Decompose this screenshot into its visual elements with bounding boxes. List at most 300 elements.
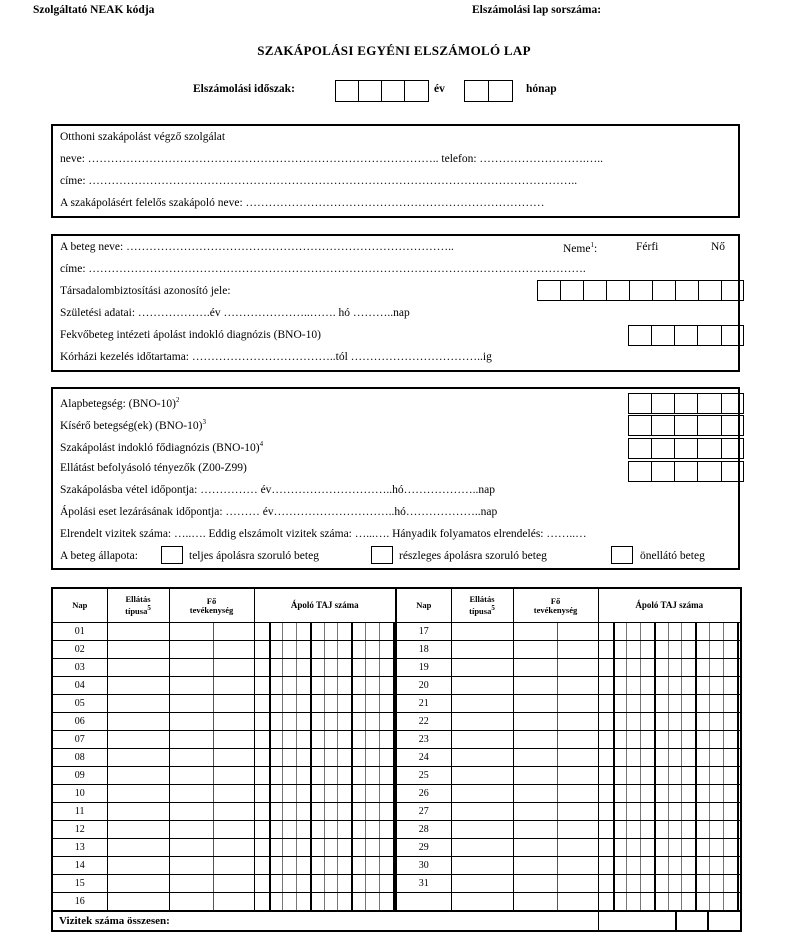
care-type-cell-right[interactable] [451,839,513,857]
main-activity-cell-right[interactable] [513,821,598,839]
activity-divider [557,641,558,658]
taj-digit-divider [310,623,312,640]
taj-digit-divider [613,893,615,910]
table-row [52,623,741,641]
day-number-right: 24 [396,749,451,767]
taj-digit-divider [626,893,627,910]
nurse-taj-cell-right[interactable] [598,857,741,875]
main-activity-cell[interactable] [169,857,254,875]
main-activity-cell[interactable] [169,713,254,731]
care-type-cell[interactable] [107,767,169,785]
taj-digit-divider [695,695,697,712]
col-care-type-right-footnote: 5 [491,604,495,613]
taj-digit-divider [723,875,724,892]
visits-count-line[interactable]: Elrendelt vizitek száma: …..…. Eddig elszámolt vizitek száma: …...…. Hányadik folyamatos elrendelés: ……..… [60,528,587,540]
taj-digit-divider [668,677,669,694]
state-self-checkbox[interactable] [611,546,633,564]
main-activity-cell[interactable] [169,695,254,713]
care-type-cell-right[interactable] [451,893,513,912]
taj-digit-divider [269,749,271,766]
nurse-taj-cell[interactable] [254,767,396,785]
day-number-right: 31 [396,875,451,893]
taj-digit-divider [337,713,338,730]
taj-digit-divider [709,839,710,856]
taj-digit-divider [337,767,338,784]
taj-digit-divider [709,695,710,712]
taj-digit-divider [351,749,353,766]
taj-digit-divider [269,875,271,892]
taj-digit-divider [668,821,669,838]
taj-digit-divider [681,749,682,766]
birth-data-line[interactable]: Születési adatai: ……………….év …………………..……. hó ………..nap [60,307,410,319]
taj-digit-divider [668,659,669,676]
taj-digit-divider [282,785,283,802]
nurse-taj-cell[interactable] [254,839,396,857]
taj-digit-divider [310,731,312,748]
taj-digit-divider [723,695,724,712]
nurse-taj-cell-right[interactable] [598,713,741,731]
taj-digit-divider [337,839,338,856]
inpatient-diagnosis-boxes[interactable] [628,325,744,346]
day-number-right: 21 [396,695,451,713]
activity-divider [213,731,214,748]
care-type-cell[interactable] [107,641,169,659]
month-input-boxes[interactable] [464,80,513,102]
day-number: 14 [52,857,107,875]
taj-digit-divider [626,857,627,874]
taj-digit-divider [365,677,366,694]
taj-digit-divider [681,677,682,694]
activity-divider [557,713,558,730]
taj-digit-divider [393,713,395,730]
nurse-taj-cell-right[interactable] [598,641,741,659]
main-activity-cell-right[interactable] [513,623,598,641]
table-row [52,713,741,731]
taj-digit-divider [723,839,724,856]
taj-digit-divider [337,821,338,838]
taj-digit-divider [337,803,338,820]
taj-digit-divider [296,731,297,748]
care-type-cell-right[interactable] [451,749,513,767]
care-type-cell[interactable] [107,623,169,641]
taj-digit-divider [310,785,312,802]
nurse-taj-cell[interactable] [254,893,396,912]
taj-digit-divider [654,731,656,748]
taj-digit-divider [654,677,656,694]
taj-digit-divider [709,875,710,892]
taj-digit-divider [709,767,710,784]
taj-digit-divider [668,641,669,658]
taj-digit-divider [379,785,380,802]
provider-address-line[interactable]: címe: ……………………………………………………………………………………………………………….. [60,175,578,187]
taj-digit-divider [640,839,641,856]
main-activity-cell[interactable] [169,803,254,821]
care-type-cell[interactable] [107,857,169,875]
responsible-nurse-line[interactable]: A szakápolásért felelős szakápoló neve: …………………………………………………………………… [60,197,545,209]
taj-digit-divider [709,659,710,676]
taj-digit-divider [282,677,283,694]
nurse-taj-cell[interactable] [254,641,396,659]
nurse-taj-cell-right[interactable] [598,695,741,713]
nurse-taj-cell[interactable] [254,695,396,713]
table-row [52,785,741,803]
day-number-right: 18 [396,641,451,659]
patient-section [51,234,740,372]
taj-digit-divider [282,803,283,820]
base-disease-boxes[interactable] [628,393,744,414]
care-type-cell[interactable] [107,821,169,839]
care-type-cell-right[interactable] [451,641,513,659]
care-type-cell[interactable] [107,713,169,731]
care-type-cell-right[interactable] [451,677,513,695]
main-activity-cell-right[interactable] [513,713,598,731]
taj-digit-divider [640,659,641,676]
taj-digit-divider [681,785,682,802]
taj-digit-divider [654,821,656,838]
taj-digit-divider [269,857,271,874]
taj-digit-divider [351,695,353,712]
taj-digit-divider [613,641,615,658]
patient-name-line[interactable]: A beteg neve: ………………………………………………………………………….. [60,241,454,253]
taj-digit-divider [269,677,271,694]
care-type-cell[interactable] [107,731,169,749]
day-number-right: 29 [396,839,451,857]
taj-digit-divider [269,695,271,712]
care-type-cell[interactable] [107,659,169,677]
care-type-cell-right[interactable] [451,875,513,893]
taj-digit-divider [723,677,724,694]
activity-divider [213,713,214,730]
taj-digit-divider [379,749,380,766]
sex-option-male[interactable]: Férfi [636,241,659,253]
taj-digit-divider [654,803,656,820]
taj-digit-divider [723,803,724,820]
taj-digit-divider [681,731,682,748]
taj-digit-divider [324,695,325,712]
taj-digit-divider [640,641,641,658]
taj-digit-divider [737,659,739,676]
activity-divider [557,857,558,874]
nurse-taj-cell-right[interactable] [598,785,741,803]
provider-name-line[interactable]: neve: ……………………………………………………………………………….. telefon: ……………………….….. [60,153,604,165]
taj-digit-divider [654,623,656,640]
care-type-cell[interactable] [107,749,169,767]
care-type-cell-right[interactable] [451,767,513,785]
col-care-type-line1: Ellátás [125,594,151,605]
taj-digit-divider [337,695,338,712]
care-type-cell[interactable] [107,695,169,713]
taj-digit-divider [681,713,682,730]
care-type-cell-right[interactable] [451,623,513,641]
main-activity-cell[interactable] [169,875,254,893]
patient-address-line[interactable]: címe: …………………………………………………………………………………………………………………. [60,263,586,275]
taj-digit-divider [737,677,739,694]
taj-digit-divider [737,731,739,748]
taj-digit-divider [296,857,297,874]
taj-digit-divider [613,839,615,856]
taj-digit-divider [723,749,724,766]
taj-digit-divider [695,677,697,694]
taj-digit-divider [695,839,697,856]
taj-digit-divider [654,839,656,856]
nurse-taj-cell-right[interactable] [598,893,741,912]
accompanying-disease-boxes[interactable] [628,415,744,436]
main-activity-cell-right[interactable] [513,839,598,857]
nurse-taj-cell[interactable] [254,713,396,731]
care-type-cell-right[interactable] [451,659,513,677]
taj-digit-divider [695,857,697,874]
taj-digit-divider [613,623,615,640]
activity-divider [557,839,558,856]
taj-digit-divider [709,785,710,802]
visits-total-boxes[interactable] [598,911,741,931]
main-diagnosis-label [60,440,263,454]
care-type-cell[interactable] [107,785,169,803]
taj-digit-divider [668,875,669,892]
main-diagnosis-boxes[interactable] [628,438,744,459]
taj-digit-divider [709,857,710,874]
taj-digit-divider [695,821,697,838]
taj-digit-divider [365,695,366,712]
main-activity-cell-right[interactable] [513,875,598,893]
taj-digit-divider [640,767,641,784]
taj-digit-divider [393,749,395,766]
taj-digit-divider [269,641,271,658]
table-row [52,875,741,893]
table-row [52,893,741,912]
taj-digit-divider [365,785,366,802]
activity-divider [213,749,214,766]
taj-digit-divider [668,893,669,910]
taj-digit-divider [709,731,710,748]
taj-digit-divider [310,857,312,874]
main-activity-cell[interactable] [169,785,254,803]
taj-digit-divider [737,749,739,766]
taj-digit-divider [695,731,697,748]
taj-digit-divider [626,803,627,820]
care-type-cell-right[interactable] [451,821,513,839]
closing-date-line[interactable]: Ápolási eset lezárásának időpontja: ……… év…………………………..hó………………..nap [60,506,498,518]
main-activity-cell[interactable] [169,641,254,659]
provider-section [51,124,740,218]
main-activity-cell-right[interactable] [513,857,598,875]
taj-digit-divider [695,785,697,802]
main-activity-cell-right[interactable] [513,749,598,767]
taj-digit-divider [337,641,338,658]
care-type-cell-right[interactable] [451,695,513,713]
care-type-cell-right[interactable] [451,713,513,731]
col-nurse-taj-right: Ápoló TAJ száma [598,588,741,623]
taj-digit-divider [668,695,669,712]
taj-digit-divider [393,641,395,658]
main-activity-cell-right[interactable] [513,641,598,659]
col-main-activity-line2: tevékenység [189,604,234,615]
activity-divider [213,893,214,910]
taj-digit-divider [379,803,380,820]
care-type-cell[interactable] [107,839,169,857]
taj-digit-divider [310,839,312,856]
nurse-taj-cell-right[interactable] [598,821,741,839]
nurse-taj-cell-right[interactable] [598,731,741,749]
care-type-cell-right[interactable] [451,857,513,875]
main-activity-cell-right[interactable] [513,893,598,912]
hospital-stay-line[interactable]: Kórházi kezelés időtartama: ………………………………..tól ……………………………..ig [60,351,492,363]
taj-digit-divider [723,857,724,874]
activity-divider [557,803,558,820]
day-number: 13 [52,839,107,857]
nurse-taj-cell[interactable] [254,857,396,875]
day-number-right: 27 [396,803,451,821]
main-activity-cell-right[interactable] [513,659,598,677]
activity-divider [213,785,214,802]
main-activity-cell[interactable] [169,731,254,749]
col-care-type-right [451,588,513,623]
nurse-taj-cell[interactable] [254,659,396,677]
main-activity-cell[interactable] [169,821,254,839]
care-type-cell-right[interactable] [451,803,513,821]
nurse-taj-cell[interactable] [254,785,396,803]
care-type-cell[interactable] [107,677,169,695]
accompanying-disease-label [60,418,206,432]
taj-digit-divider [351,641,353,658]
nurse-taj-cell-right[interactable] [598,767,741,785]
taj-digit-divider [296,785,297,802]
nurse-taj-cell-right[interactable] [598,659,741,677]
care-type-cell-right[interactable] [451,731,513,749]
taj-digit-divider [668,749,669,766]
activity-divider [213,821,214,838]
nurse-taj-cell-right[interactable] [598,623,741,641]
sheet-number-label: Elszámolási lap sorszáma: [472,4,602,16]
taj-digit-divider [337,677,338,694]
taj-digit-divider [695,767,697,784]
admission-date-line[interactable]: Szakápolásba vétel időpontja: …………… év…………………………..hó………………..nap [60,484,496,496]
nurse-taj-cell-right[interactable] [598,839,741,857]
taj-digit-divider [324,713,325,730]
main-activity-cell-right[interactable] [513,767,598,785]
state-partial-checkbox[interactable] [371,546,393,564]
taj-digit-divider [654,785,656,802]
taj-digit-divider [613,875,615,892]
taj-digit-divider [737,839,739,856]
state-full-checkbox[interactable] [161,546,183,564]
taj-digit-divider [723,659,724,676]
main-activity-cell[interactable] [169,767,254,785]
page-title: SZAKÁPOLÁSI EGYÉNI ELSZÁMOLÓ LAP [257,43,531,58]
taj-digit-divider [695,875,697,892]
nurse-taj-cell[interactable] [254,677,396,695]
main-activity-cell-right[interactable] [513,785,598,803]
taj-digit-divider [393,767,395,784]
taj-digit-divider [379,875,380,892]
taj-digit-divider [379,731,380,748]
taj-digit-divider [310,713,312,730]
table-row [52,731,741,749]
col-main-activity-right [513,588,598,623]
year-input-boxes[interactable] [335,80,429,102]
activity-divider [213,767,214,784]
taj-digit-divider [681,695,682,712]
taj-digit-divider [723,767,724,784]
taj-digit-divider [681,767,682,784]
taj-input-boxes[interactable] [537,280,744,301]
taj-digit-divider [737,641,739,658]
main-activity-cell[interactable] [169,659,254,677]
taj-digit-divider [668,731,669,748]
nurse-taj-cell-right[interactable] [598,749,741,767]
taj-digit-divider [393,785,395,802]
main-activity-cell[interactable] [169,623,254,641]
taj-digit-divider [626,623,627,640]
taj-digit-divider [640,749,641,766]
taj-digit-divider [723,731,724,748]
care-type-cell[interactable] [107,803,169,821]
taj-digit-divider [310,695,312,712]
main-activity-cell-right[interactable] [513,695,598,713]
provider-code-label: Szolgáltató NEAK kódja [33,4,155,16]
taj-digit-divider [282,821,283,838]
taj-digit-divider [626,767,627,784]
taj-digit-divider [709,893,710,910]
main-activity-cell-right[interactable] [513,677,598,695]
care-type-cell[interactable] [107,893,169,912]
taj-digit-divider [695,803,697,820]
taj-digit-divider [668,713,669,730]
taj-digit-divider [709,677,710,694]
activity-divider [213,875,214,892]
taj-digit-divider [613,767,615,784]
main-activity-cell[interactable] [169,893,254,912]
taj-digit-divider [640,731,641,748]
nurse-taj-cell[interactable] [254,731,396,749]
taj-digit-divider [324,839,325,856]
main-activity-cell-right[interactable] [513,803,598,821]
care-type-cell-right[interactable] [451,785,513,803]
nurse-taj-cell[interactable] [254,623,396,641]
nurse-taj-cell[interactable] [254,803,396,821]
activity-divider [557,731,558,748]
main-activity-cell[interactable] [169,839,254,857]
nurse-taj-cell-right[interactable] [598,677,741,695]
taj-digit-divider [269,713,271,730]
taj-digit-divider [337,857,338,874]
care-type-cell[interactable] [107,875,169,893]
sex-option-female[interactable]: Nő [711,241,726,253]
influencing-factors-boxes[interactable] [628,461,744,482]
table-row [52,695,741,713]
nurse-taj-cell[interactable] [254,875,396,893]
nurse-taj-cell-right[interactable] [598,803,741,821]
taj-digit-divider [613,695,615,712]
col-care-type-footnote: 5 [147,604,151,613]
col-care-type [107,588,169,623]
taj-digit-divider [626,731,627,748]
main-activity-cell[interactable] [169,749,254,767]
taj-digit-divider [282,767,283,784]
nurse-taj-cell[interactable] [254,821,396,839]
taj-digit-divider [626,785,627,802]
main-activity-cell-right[interactable] [513,731,598,749]
main-activity-cell[interactable] [169,677,254,695]
day-number-right: 19 [396,659,451,677]
nurse-taj-cell-right[interactable] [598,875,741,893]
taj-digit-divider [379,695,380,712]
nurse-taj-cell[interactable] [254,749,396,767]
taj-digit-divider [695,713,697,730]
day-number-right: 17 [396,623,451,641]
taj-digit-divider [613,803,615,820]
taj-digit-divider [282,659,283,676]
